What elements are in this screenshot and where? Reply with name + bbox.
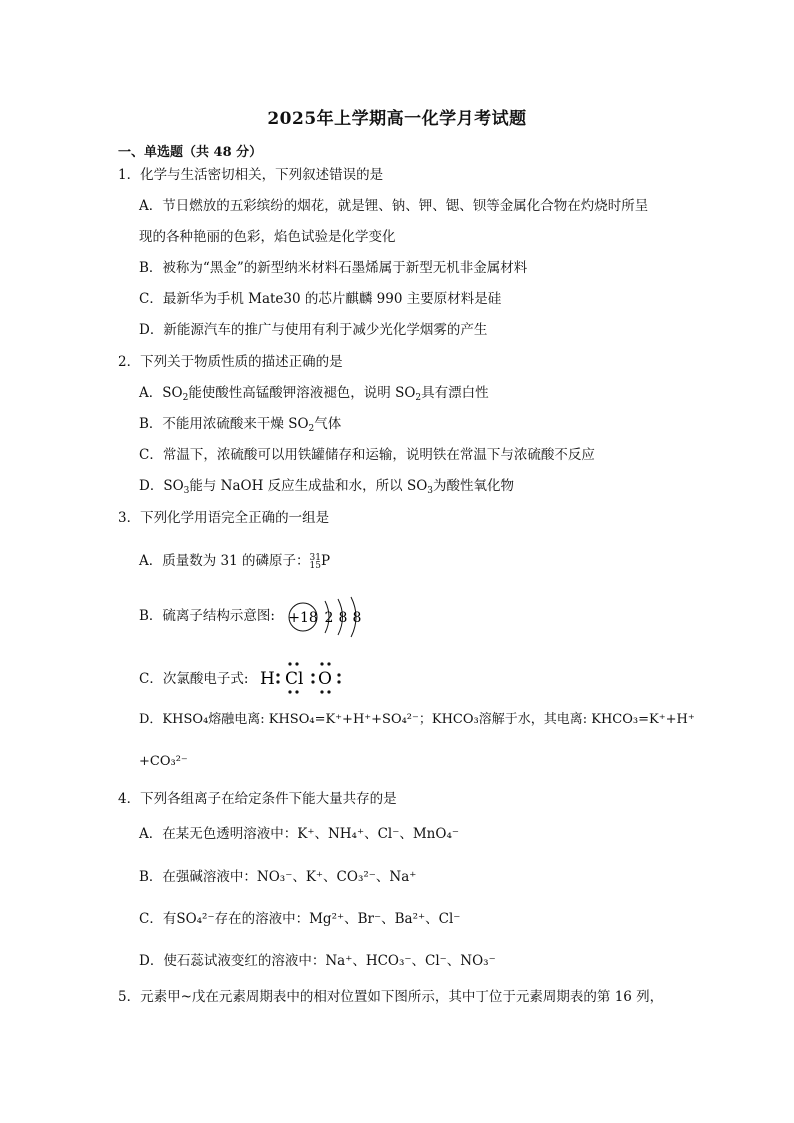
q2-d-part: D．SO — [139, 478, 184, 494]
q3-option-a — [139, 552, 330, 570]
q1-option-d: D．新能源汽车的推广与使用有利于减少光化学烟雾的产生 — [139, 322, 488, 338]
q2-b-part: B．不能用浓硫酸来干燥 SO — [139, 416, 309, 432]
ion-structure-diagram — [285, 596, 375, 638]
q1-option-a-line2: 现的各种艳丽的色彩，焰色试验是化学变化 — [139, 229, 396, 245]
nucleus-charge: +18 — [288, 610, 318, 626]
q4-a-text: A．在某无色透明溶液中： — [139, 826, 298, 842]
isotope-notation — [310, 554, 321, 570]
q1-stem: 1．化学与生活密切相关，下列叙述错误的是 — [118, 167, 384, 183]
q2-a-subscript: 2 — [182, 393, 189, 403]
q2-option-a — [139, 384, 489, 407]
q4-a-ions: K⁺、NH₄⁺、Cl⁻、MnO₄⁻ — [297, 826, 459, 842]
shell-electrons: 2 — [324, 610, 334, 626]
q3-option-b: B．硫离子结构示意图: — [139, 608, 275, 624]
q2-option-b — [139, 415, 341, 438]
q4-c-text: C．有SO₄²⁻存在的溶液中： — [139, 911, 310, 927]
q2-option-d — [139, 477, 514, 500]
element-symbol: P — [320, 553, 331, 569]
shell-electrons: 8 — [352, 610, 362, 626]
q3-stem: 3．下列化学用语完全正确的一组是 — [118, 510, 330, 526]
q2-d-subscript: 3 — [427, 486, 434, 496]
q2-a-part: A．SO — [139, 385, 183, 401]
q4-d-ions: Na⁺、HCO₃⁻、Cl⁻、NO₃⁻ — [325, 953, 496, 969]
q2-a-part: 能使酸性高锰酸钾溶液褪色，说明 SO — [188, 385, 416, 401]
atom-cl: Cl — [285, 669, 304, 689]
shell-electrons: 8 — [338, 610, 348, 626]
q1-option-a-line1: A．节日燃放的五彩缤纷的烟花，就是锂、钠、钾、锶、钡等金属化合物在灼烧时所呈 — [139, 198, 649, 214]
q2-d-part: 能与 NaOH 反应生成盐和水，所以 SO — [189, 478, 428, 494]
q1-option-c: C．最新华为手机 Mate30 的芯片麒麟 990 主要原材料是硅 — [139, 291, 502, 307]
q2-a-part: 具有漂白性 — [421, 385, 489, 401]
q3-option-d-line1: D．KHSO₄熔融电离: KHSO₄=K⁺+H⁺+SO₄²⁻；KHCO₃溶解于水，其电离: KHCO₃=K⁺+H⁺ — [139, 712, 695, 727]
q4-b-ions: NO₃⁻、K⁺、CO₃²⁻、Na⁺ — [256, 869, 417, 885]
q4-option-d — [139, 952, 496, 970]
q3-option-d-line2: +CO₃²⁻ — [139, 754, 188, 769]
q4-d-text: D．使石蕊试液变红的溶液中： — [139, 953, 326, 969]
q5-stem: 5．元素甲~戊在元素周期表中的相对位置如下图所示，其中丁位于元素周期表的第 16 列， — [118, 989, 664, 1005]
page-title: 2025年上学期高一化学月考试题 — [267, 109, 527, 129]
q4-b-text: B．在强碱溶液中： — [139, 869, 257, 885]
q3-a-text: A．质量数为 31 的磷原子： — [139, 553, 310, 569]
q1-option-b: B．被称为“黑金”的新型纳米材料石墨烯属于新型无机非金属材料 — [139, 260, 528, 276]
q3-option-c: C．次氯酸电子式: — [139, 671, 249, 687]
section-heading: 一、单选题（共 48 分） — [118, 145, 263, 160]
electron-formula — [257, 659, 357, 697]
q2-option-c: C．常温下，浓硫酸可以用铁罐储存和运输，说明铁在常温下与浓硫酸不反应 — [139, 447, 595, 463]
q2-d-part: 为酸性氧化物 — [433, 478, 515, 494]
mass-number: 31 — [309, 552, 321, 563]
q4-c-ions: Mg²⁺、Br⁻、Ba²⁺、Cl⁻ — [309, 911, 461, 927]
q2-d-subscript: 3 — [183, 486, 190, 496]
q2-b-subscript: 2 — [308, 424, 315, 434]
q4-option-a — [139, 825, 459, 843]
q4-option-c — [139, 910, 460, 928]
q4-stem: 4．下列各组离子在给定条件下能大量共存的是 — [118, 791, 397, 807]
q4-option-b — [139, 868, 416, 886]
q2-stem: 2．下列关于物质性质的描述正确的是 — [118, 354, 343, 370]
atomic-number: 15 — [309, 560, 321, 571]
q2-a-subscript: 2 — [415, 393, 422, 403]
q2-b-part: 气体 — [314, 416, 342, 432]
atom-o: O — [318, 669, 332, 689]
atom-h: H — [260, 669, 275, 689]
